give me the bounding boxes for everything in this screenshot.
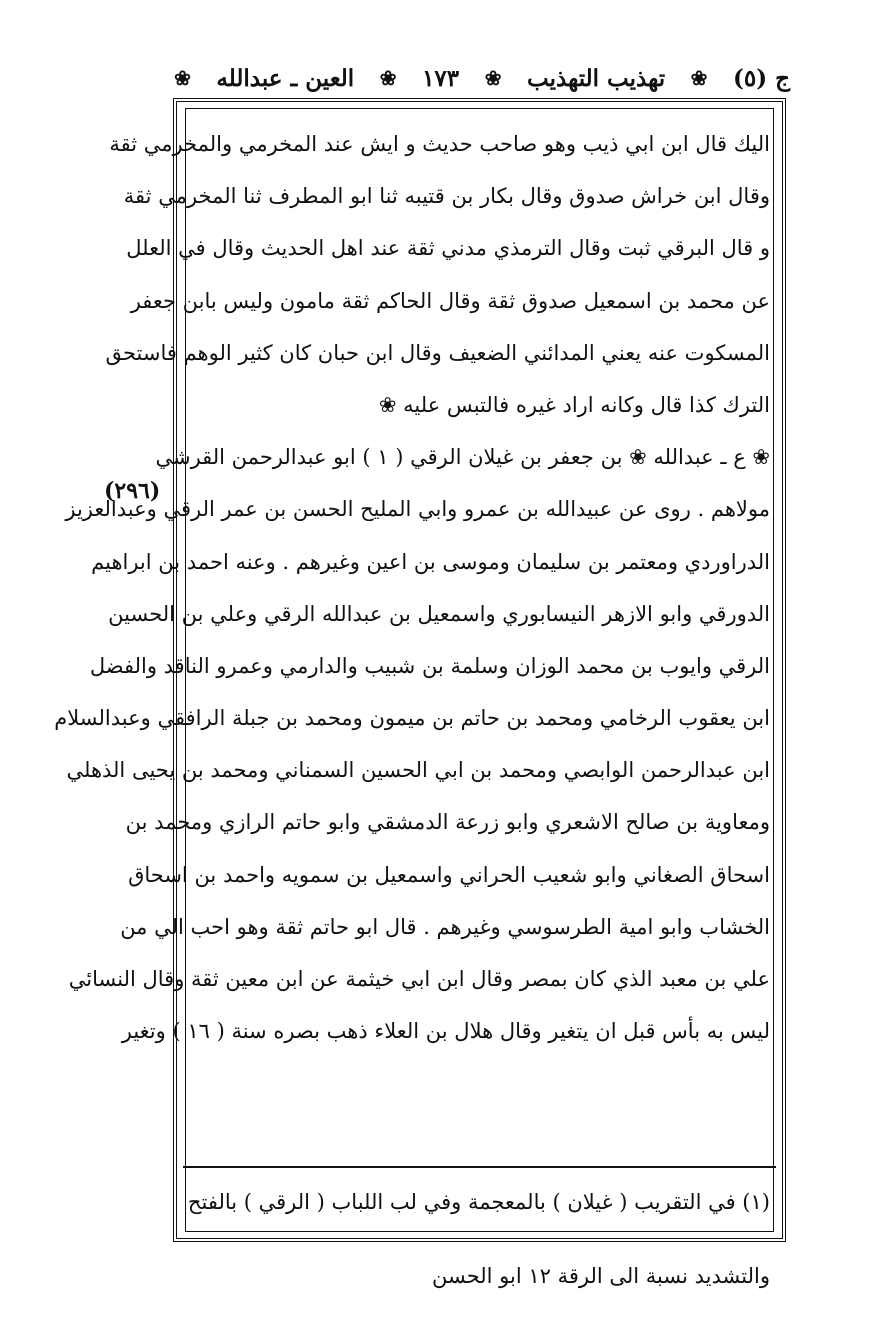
text-line: الخشاب وابو امية الطرسوسي وغيرهم . قال ابو حاتم ثقة وهو احب الي من bbox=[120, 914, 770, 939]
text-line: عن محمد بن اسمعيل صدوق ثقة وقال الحاكم ثقة مامون وليس بابن جعفر bbox=[130, 288, 770, 313]
text-line: الرقي وايوب بن محمد الوزان وسلمة بن شبيب والدارمي وعمرو الناقد والفضل bbox=[89, 653, 770, 678]
text-line: الدراوردي ومعتمر بن سليمان وموسى بن اعين وغيرهم . وعنه احمد بن ابراهيم bbox=[91, 549, 770, 574]
text-line: المسكوت عنه يعني المدائني الضعيف وقال ابن حبان كان كثير الوهم فاستحق bbox=[105, 340, 770, 365]
ornament-icon: ❀ bbox=[690, 66, 708, 90]
footnote-divider bbox=[183, 1166, 776, 1168]
text-line: اليك قال ابن ابي ذيب وهو صاحب حديث و ايش عند المخرمي والمخرمي ثقة bbox=[109, 132, 770, 156]
text-line: الترك كذا قال وكانه اراد غيره فالتبس عليه ❀ bbox=[378, 392, 770, 417]
ornament-icon: ❀ bbox=[174, 66, 191, 90]
text-line: ابن عبدالرحمن الوابصي ومحمد بن ابي الحسين السمناني ومحمد بن يحيى الذهلي bbox=[66, 758, 770, 783]
text-line: ليس به بأس قبل ان يتغير وقال هلال بن العلاء ذهب بصره سنة ( ١٦ ) وتغير bbox=[121, 1019, 770, 1044]
ornament-icon: ❀ bbox=[484, 66, 502, 90]
section-title: العين ـ عبدالله bbox=[216, 64, 355, 92]
text-line: الدورقي وابو الازهر النيسابوري واسمعيل بن عبدالله الرقي وعلي بن الحسين bbox=[108, 601, 770, 626]
entry-number: (٢٩٦) bbox=[104, 478, 161, 504]
volume-label: ج (٥) bbox=[733, 64, 790, 92]
text-line: وقال ابن خراش صدوق وقال بكار بن قتيبه ثنا ابو المطرف ثنا المخرمي ثقة bbox=[123, 184, 770, 209]
text-line: علي بن معبد الذي كان بمصر وقال ابن ابي خيثمة عن ابن معين ثقة وقال النسائي bbox=[68, 967, 770, 991]
text-line: مولاهم . روى عن عبيدالله بن عمرو وابي المليح الحسن بن عمر الرقي وعبدالعزيز bbox=[65, 497, 770, 522]
running-header bbox=[170, 58, 790, 98]
footnote-line: (١) في التقريب ( غيلان ) بالمعجمة وفي لب اللباب ( الرقي ) بالفتح bbox=[187, 1190, 770, 1214]
text-line: و قال البرقي ثبت وقال الترمذي مدني ثقة عند اهل الحديث وقال في العلل bbox=[126, 236, 770, 261]
text-line: ابن يعقوب الرخامي ومحمد بن حاتم بن ميمون ومحمد بن جبلة الرافقي وعبدالسلام bbox=[54, 706, 770, 731]
footnote-continuation: والتشديد نسبة الى الرقة ١٢ ابو الحسن bbox=[431, 1264, 770, 1288]
text-line: اسحاق الصغاني وابو شعيب الحراني واسمعيل بن سمويه واحمد بن اسحاق bbox=[128, 862, 770, 887]
book-title: تهذيب التهذيب bbox=[527, 64, 666, 92]
page-number: ١٧٣ bbox=[422, 64, 460, 92]
text-line: ومعاوية بن صالح الاشعري وابو زرعة الدمشقي وابو حاتم الرازي ومحمد بن bbox=[125, 810, 770, 835]
ornament-icon: ❀ bbox=[379, 66, 397, 90]
text-line: ❀ ع ـ عبدالله ❀ بن جعفر بن غيلان الرقي ( ١ ) ابو عبدالرحمن القرشي bbox=[155, 445, 770, 470]
